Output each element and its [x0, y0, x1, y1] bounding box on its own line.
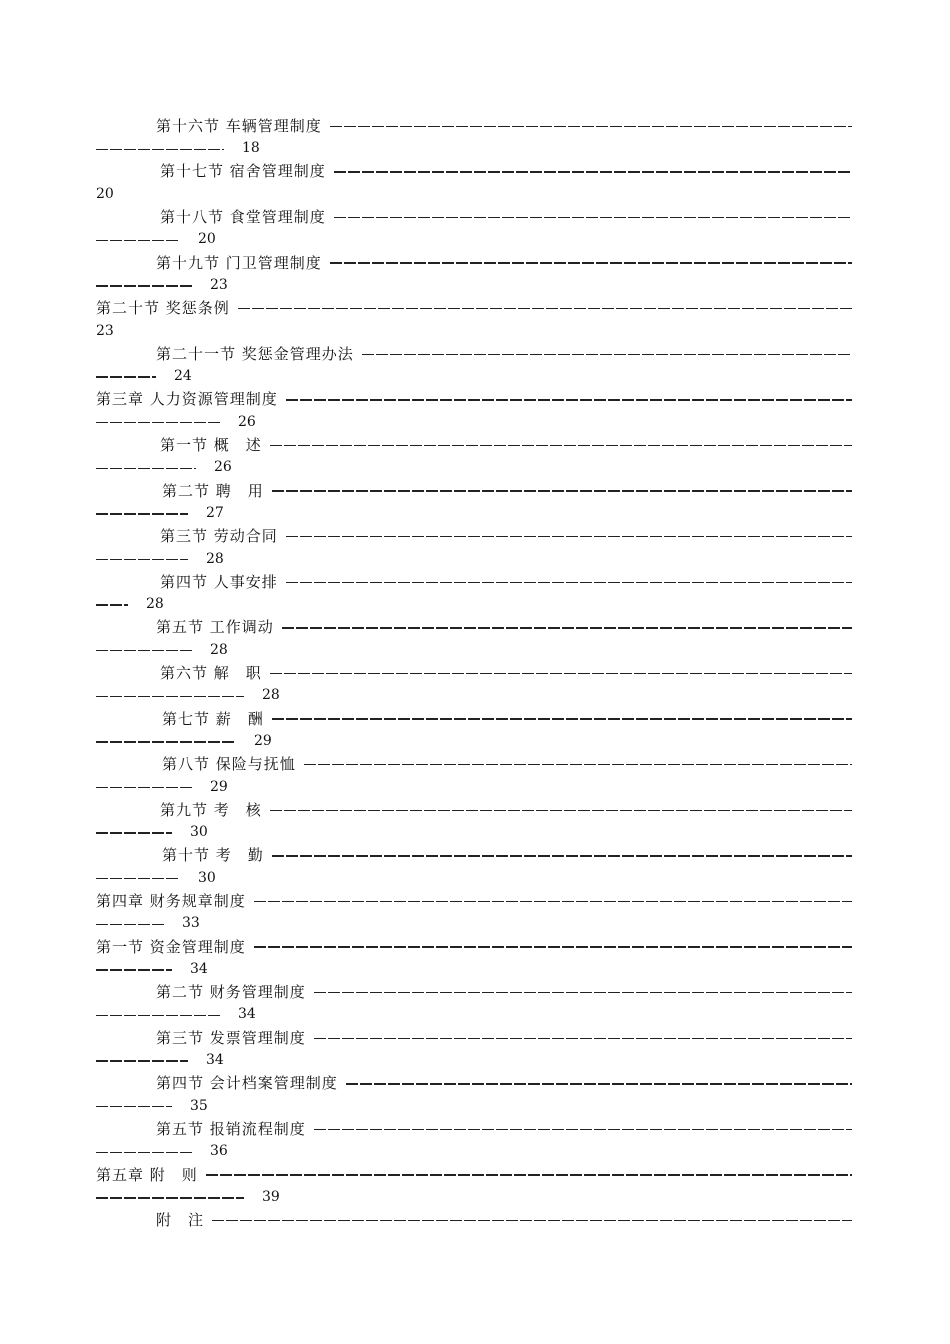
dot-leader	[272, 855, 852, 856]
dot-leader	[254, 901, 852, 902]
toc-entry[interactable]	[96, 1163, 852, 1209]
dot-leader-continued	[96, 1060, 188, 1061]
toc-entry-page-line	[96, 957, 852, 980]
toc-entry-page-line	[96, 638, 852, 661]
toc-entry-label: 第十八节 食堂管理制度	[160, 208, 326, 227]
toc-entry-label: 第七节 薪 酬	[162, 709, 264, 728]
toc-entry-page-line	[96, 1185, 852, 1208]
toc-entry-page-line	[96, 365, 852, 388]
dot-leader-continued	[96, 924, 164, 925]
toc-entry-page-line	[96, 410, 852, 433]
toc-entry-label: 第六节 解 职	[160, 664, 262, 683]
toc-page-number: 30	[190, 824, 208, 841]
toc-entry-page-line	[96, 319, 852, 342]
toc-page-number: 28	[262, 687, 280, 704]
toc-entry[interactable]	[96, 342, 852, 388]
toc-entry-title-line	[96, 1163, 852, 1186]
toc-page-number: 35	[190, 1097, 208, 1114]
dot-leader-continued	[96, 149, 224, 150]
toc-entry-label: 第五章 附 则	[96, 1165, 198, 1184]
toc-entry-page-line	[96, 912, 852, 935]
toc-page-number: 20	[198, 231, 216, 248]
toc-page-number: 23	[210, 276, 228, 293]
dot-leader	[362, 354, 852, 355]
toc-entry-title-line	[96, 433, 852, 456]
toc-entry-title-line	[96, 251, 852, 274]
toc-page-number: 34	[238, 1006, 256, 1023]
toc-entry-label: 第八节 保险与抚恤	[162, 755, 296, 774]
dot-leader-continued	[96, 878, 180, 879]
toc-page-number: 28	[206, 550, 224, 567]
toc-entry-title-line	[96, 1071, 852, 1094]
toc-page-number: 30	[198, 869, 216, 886]
toc-entry[interactable]	[96, 980, 852, 1026]
toc-entry-label: 第四节 会计档案管理制度	[156, 1074, 338, 1093]
toc-entry[interactable]	[96, 935, 852, 981]
toc-entry-page-line	[96, 1049, 852, 1072]
toc-entry-label: 第十节 考 勤	[162, 846, 264, 865]
dot-leader-continued	[96, 376, 156, 377]
dot-leader	[282, 627, 852, 628]
toc-entry[interactable]	[96, 707, 852, 753]
toc-page-number: 36	[210, 1143, 228, 1160]
toc-entry-title-line	[96, 524, 852, 547]
toc-page-number: 26	[238, 413, 256, 430]
toc-page-number: 18	[242, 140, 260, 157]
toc-entry-label: 第四章 财务规章制度	[96, 891, 246, 910]
toc-entry-page-line	[96, 1094, 852, 1117]
toc-entry-title-line	[96, 1208, 852, 1231]
dot-leader	[334, 217, 852, 218]
dot-leader	[334, 171, 852, 172]
toc-entry-title-line	[96, 1117, 852, 1140]
toc-entry-page-line	[96, 775, 852, 798]
dot-leader	[272, 718, 852, 719]
toc-entry-title-line	[96, 980, 852, 1003]
toc-page-number: 27	[206, 504, 224, 521]
toc-entry-title-line	[96, 798, 852, 821]
toc-entry[interactable]	[96, 296, 852, 342]
dot-leader-continued	[96, 604, 128, 605]
toc-entry-title-line	[96, 661, 852, 684]
toc-entry-page-line	[96, 1003, 852, 1026]
toc-page-number: 23	[96, 322, 114, 339]
toc-entry[interactable]	[96, 1026, 852, 1072]
toc-entry-page-line	[96, 228, 852, 251]
toc-entry-page-line	[96, 547, 852, 570]
toc-entry[interactable]	[96, 114, 852, 160]
toc-entry-page-line	[96, 274, 852, 297]
toc-entry-label: 第四节 人事安排	[160, 572, 278, 591]
toc-entry[interactable]	[96, 889, 852, 935]
toc-page-number: 33	[182, 915, 200, 932]
toc-entry-page-line	[96, 730, 852, 753]
toc-entry-label: 第五节 工作调动	[156, 618, 274, 637]
dot-leader-continued	[96, 513, 188, 514]
dot-leader	[314, 992, 852, 993]
toc-entry-label: 第一节 资金管理制度	[96, 937, 246, 956]
dot-leader-continued	[96, 285, 192, 286]
toc-entry[interactable]	[96, 752, 852, 798]
toc-entry-label: 第二十一节 奖惩金管理办法	[156, 344, 354, 363]
toc-entry-page-line	[96, 137, 852, 160]
toc-page-number: 28	[210, 641, 228, 658]
toc-entry-page-line	[96, 502, 852, 525]
dot-leader	[330, 126, 852, 127]
toc-page-number: 34	[206, 1052, 224, 1069]
dot-leader	[270, 445, 852, 446]
toc-entry-title-line	[96, 388, 852, 411]
toc-entry-title-line	[96, 752, 852, 775]
toc-entry[interactable]	[96, 251, 852, 297]
dot-leader-continued	[96, 696, 244, 697]
dot-leader-continued	[96, 1197, 244, 1198]
toc-page-number: 39	[262, 1188, 280, 1205]
dot-leader-continued	[96, 832, 172, 833]
toc-entry-page-line	[96, 866, 852, 889]
dot-leader	[286, 399, 852, 400]
toc-entry[interactable]	[96, 1208, 852, 1254]
toc-entry-title-line	[96, 296, 852, 319]
toc-page-number: 34	[190, 960, 208, 977]
dot-leader	[330, 262, 852, 263]
toc-page-number: 29	[210, 778, 228, 795]
toc-entry-label: 第三节 劳动合同	[160, 527, 278, 546]
dot-leader	[286, 536, 852, 537]
dot-leader	[270, 810, 852, 811]
toc-entry[interactable]	[96, 433, 852, 479]
dot-leader	[346, 1083, 852, 1084]
dot-leader	[272, 490, 852, 491]
toc-entry-label: 第三节 发票管理制度	[156, 1028, 306, 1047]
toc-entry-label: 第五节 报销流程制度	[156, 1119, 306, 1138]
dot-leader-continued	[96, 1152, 192, 1153]
dot-leader	[314, 1038, 852, 1039]
dot-leader	[304, 764, 852, 765]
dot-leader-continued	[96, 422, 220, 423]
toc-entry-label: 第三章 人力资源管理制度	[96, 390, 278, 409]
toc-entry-title-line	[96, 889, 852, 912]
toc-entry-title-line	[96, 844, 852, 867]
toc-entry-title-line	[96, 160, 852, 183]
toc-page-number: 28	[146, 596, 164, 613]
toc-entry[interactable]	[96, 1071, 852, 1117]
toc-page-number: 29	[254, 732, 272, 749]
toc-entry[interactable]	[96, 524, 852, 570]
toc-page-number: 20	[96, 185, 114, 202]
toc-entry-title-line	[96, 1026, 852, 1049]
toc-entry-title-line	[96, 479, 852, 502]
dot-leader-continued	[96, 787, 192, 788]
toc-entry-page-line	[96, 684, 852, 707]
dot-leader	[238, 308, 852, 309]
table-of-contents	[96, 114, 852, 1254]
dot-leader-continued	[96, 468, 196, 469]
toc-entry-title-line	[96, 616, 852, 639]
toc-entry-title-line	[96, 570, 852, 593]
toc-entry-page-line	[96, 593, 852, 616]
toc-entry[interactable]	[96, 388, 852, 434]
dot-leader	[270, 673, 852, 674]
dot-leader	[286, 582, 852, 583]
toc-entry-page-line	[96, 456, 852, 479]
toc-entry-label: 第十九节 门卫管理制度	[156, 253, 322, 272]
toc-entry-title-line	[96, 205, 852, 228]
toc-entry-label: 第一节 概 述	[160, 436, 262, 455]
toc-entry[interactable]	[96, 661, 852, 707]
toc-entry-title-line	[96, 114, 852, 137]
dot-leader-continued	[96, 559, 188, 560]
dot-leader	[206, 1174, 852, 1175]
toc-entry[interactable]	[96, 798, 852, 844]
toc-entry-label: 第二十节 奖惩条例	[96, 299, 230, 318]
dot-leader-continued	[96, 240, 180, 241]
dot-leader-continued	[96, 969, 172, 970]
dot-leader	[212, 1220, 852, 1221]
toc-entry-page-line	[96, 182, 852, 205]
toc-entry-label: 第十六节 车辆管理制度	[156, 116, 322, 135]
toc-entry-label: 第二节 聘 用	[162, 481, 264, 500]
toc-entry[interactable]	[96, 160, 852, 206]
dot-leader-continued	[96, 1015, 220, 1016]
toc-entry[interactable]	[96, 844, 852, 890]
toc-entry-title-line	[96, 342, 852, 365]
toc-entry[interactable]	[96, 479, 852, 525]
toc-entry-label: 第二节 财务管理制度	[156, 983, 306, 1002]
toc-entry[interactable]	[96, 570, 852, 616]
toc-entry-page-line	[96, 821, 852, 844]
toc-entry-label: 第九节 考 核	[160, 800, 262, 819]
dot-leader-continued	[96, 741, 236, 742]
toc-entry-title-line	[96, 935, 852, 958]
dot-leader-continued	[96, 650, 192, 651]
toc-entry-label: 附 注	[156, 1211, 205, 1230]
dot-leader	[314, 1129, 852, 1130]
toc-entry[interactable]	[96, 1117, 852, 1163]
toc-entry-page-line	[96, 1140, 852, 1163]
toc-page-number: 24	[174, 368, 192, 385]
dot-leader-continued	[96, 1106, 172, 1107]
toc-entry[interactable]	[96, 616, 852, 662]
toc-entry-label: 第十七节 宿舍管理制度	[160, 162, 326, 181]
toc-page-number: 26	[214, 459, 232, 476]
dot-leader	[254, 946, 852, 947]
toc-entry[interactable]	[96, 205, 852, 251]
toc-entry-title-line	[96, 707, 852, 730]
